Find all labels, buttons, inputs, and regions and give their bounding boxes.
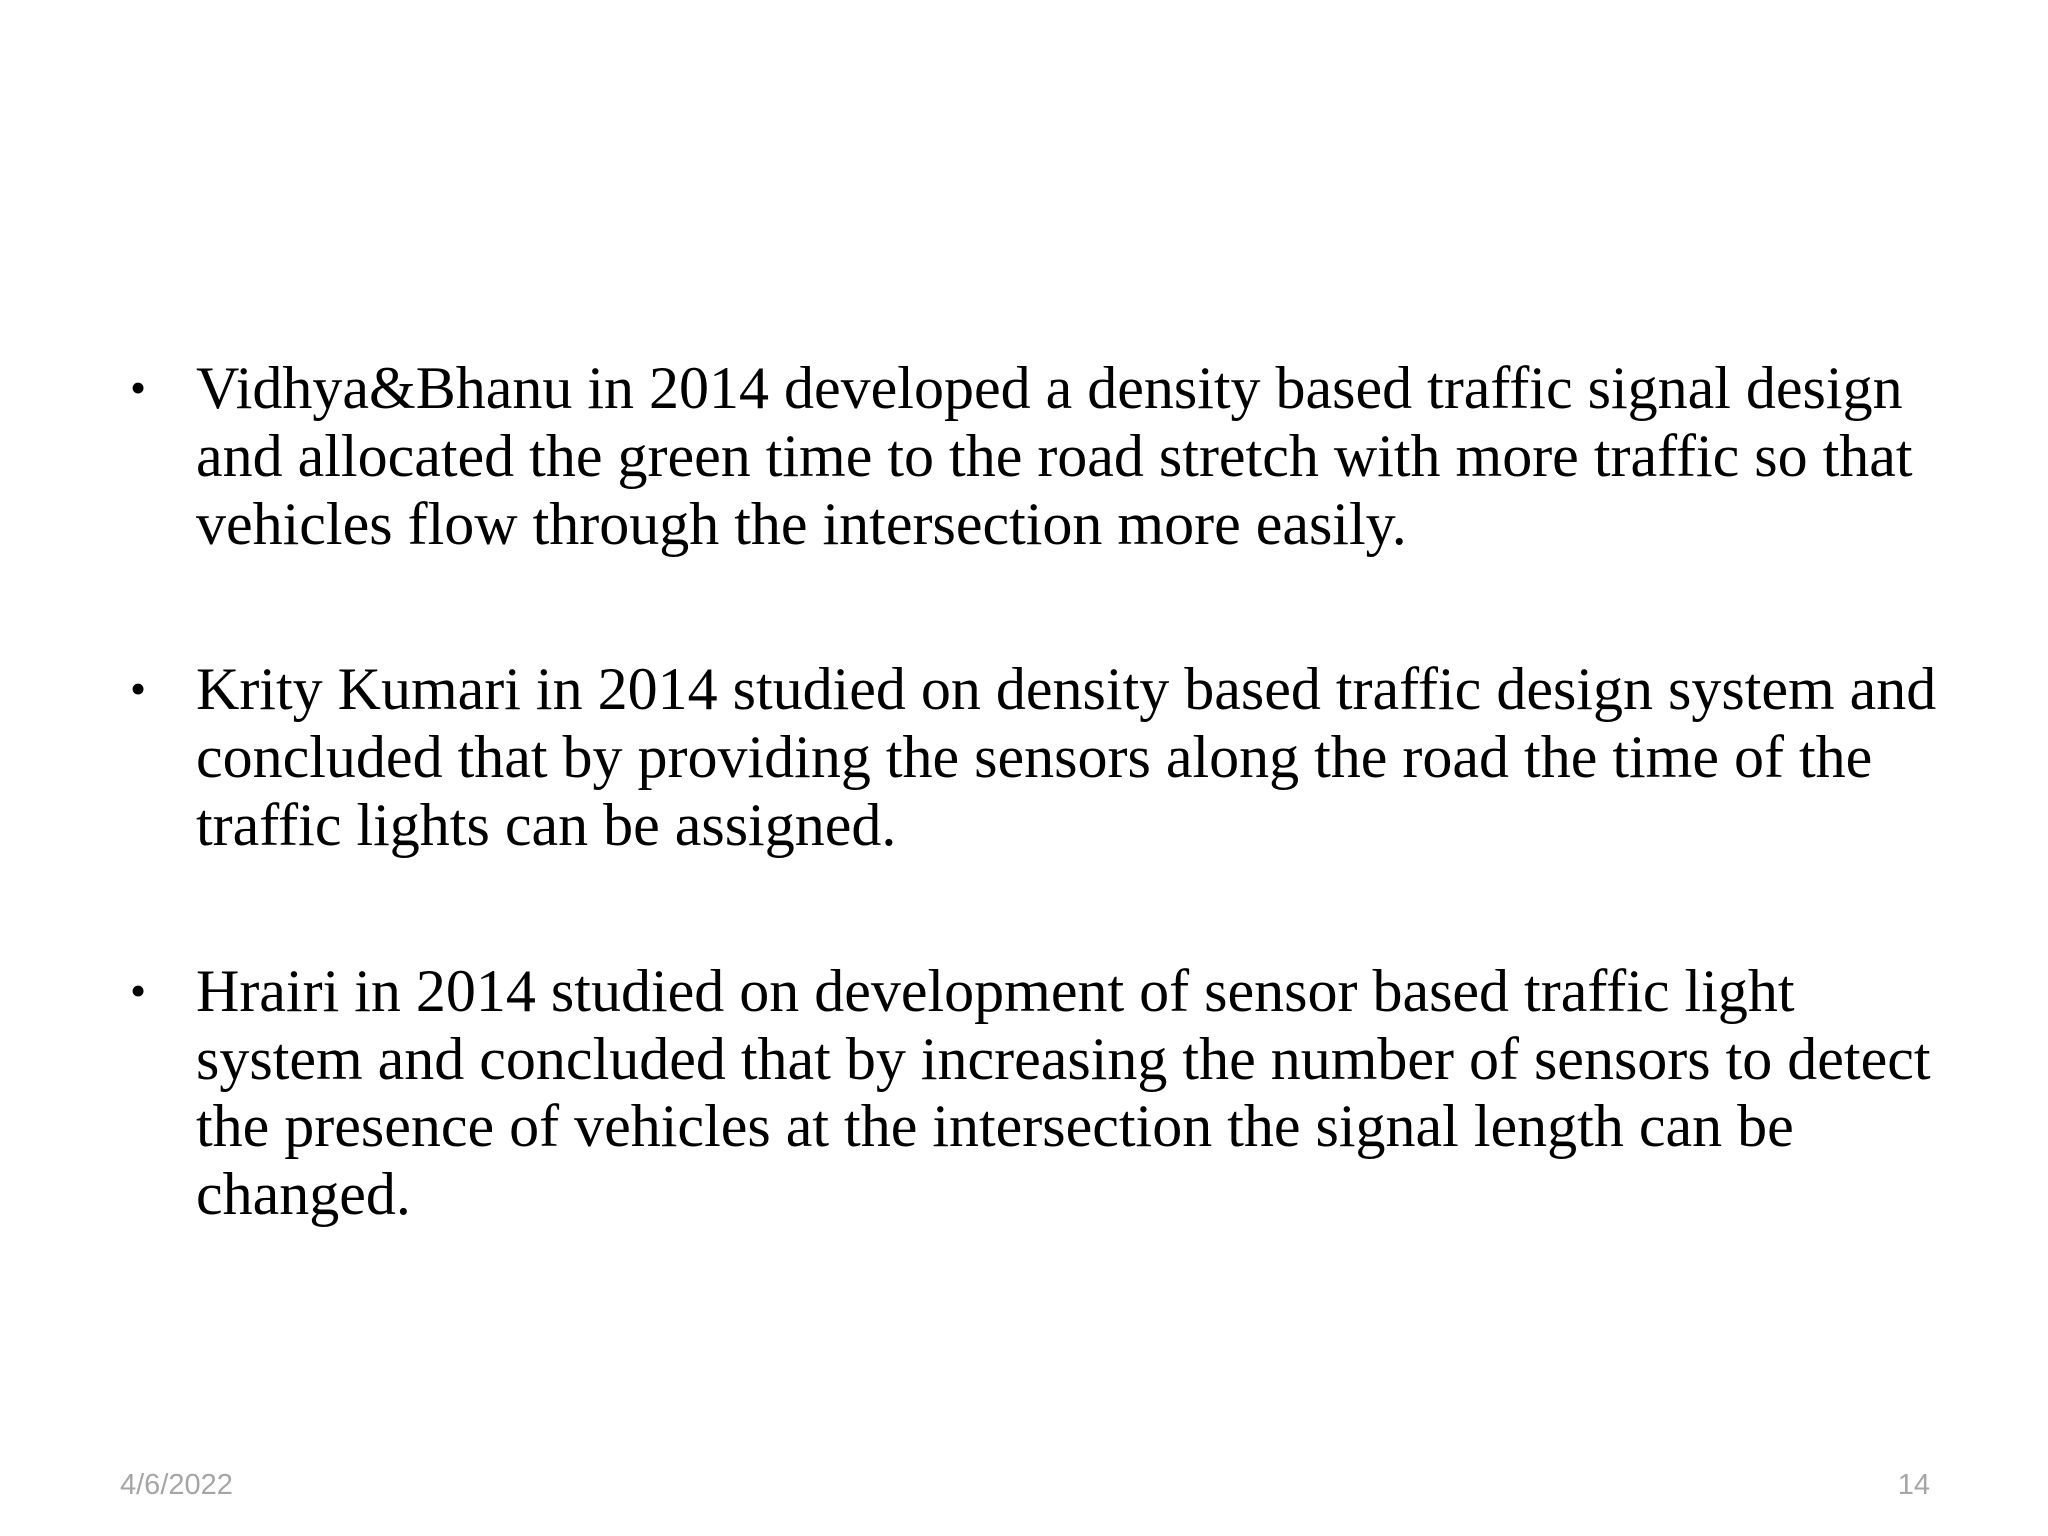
list-item: [118, 958, 1938, 1229]
bullet-text: Vidhya&Bhanu in 2014 developed a density based traffic signal design and allocated the green time to the road stretch with more traffic so that vehicles flow through the intersection more easily.: [196, 355, 1913, 557]
bullet-list: [118, 355, 1938, 1229]
list-item: [118, 656, 1938, 859]
bullet-point-icon: •: [130, 964, 147, 1016]
bullet-point-icon: •: [130, 362, 147, 413]
footer-page-number: 14: [1897, 1469, 1930, 1501]
footer-date: 4/6/2022: [120, 1469, 233, 1501]
bullet-text: Hrairi in 2014 studied on development of sensor based traffic light system and concluded that by increasing the number of sensors to detect the presence of vehicles at the intersection the signal length can be changed.: [196, 957, 1931, 1228]
list-item: [118, 355, 1938, 558]
bullet-text: Krity Kumari in 2014 studied on density based traffic design system and concluded that by providing the sensors along the road the time of the traffic lights can be assigned.: [196, 656, 1937, 858]
slide-footer: [0, 1446, 2048, 1536]
bullet-point-icon: •: [130, 663, 147, 715]
slide-body: [118, 355, 1938, 1229]
